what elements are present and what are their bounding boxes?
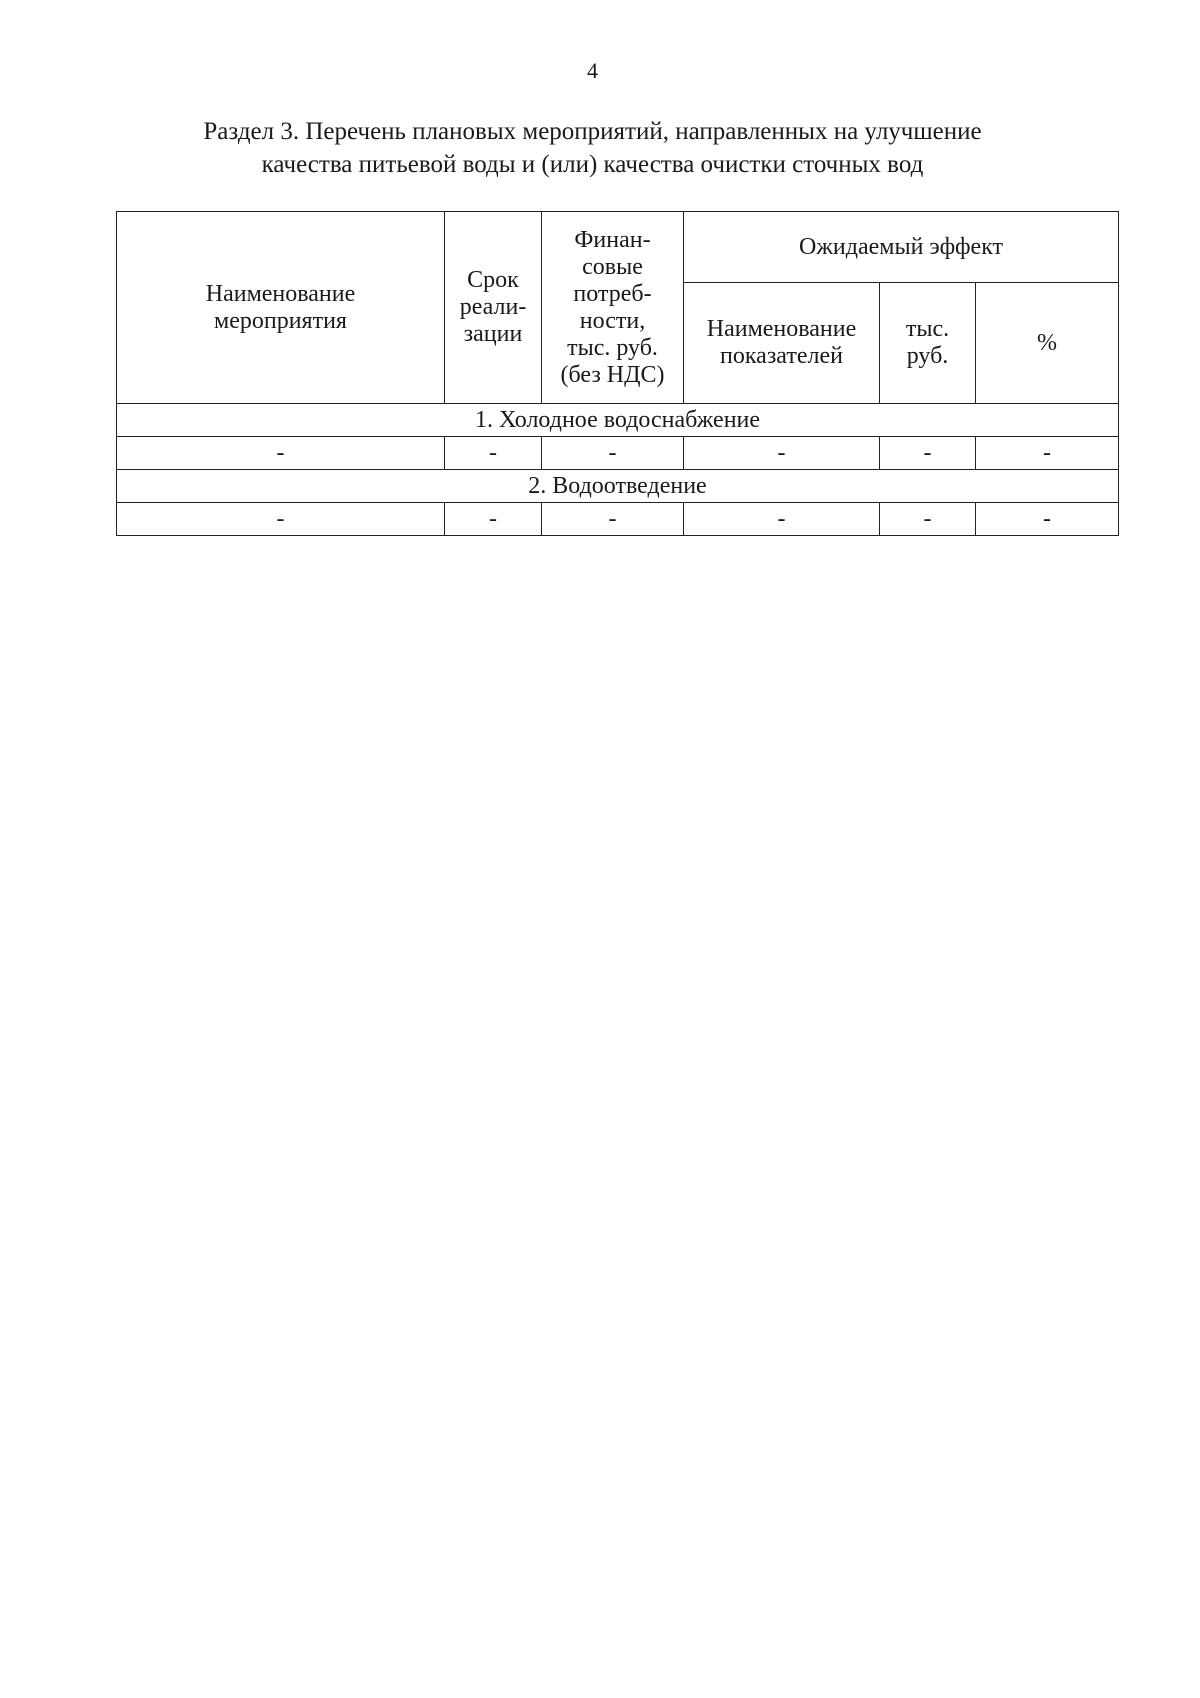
header-indicator-name: Наименование показателей [684,283,880,404]
section-wastewater: 2. Водоотведение [117,470,1119,503]
section-cold-water: 1. Холодное водоснабжение [117,404,1119,437]
table-section-row [117,404,1119,437]
measures-table [116,211,1119,536]
table-cell: - [542,437,684,470]
section-title-line-2: качества питьевой воды и (или) качества очистки сточных вод [261,151,924,178]
section-title [0,115,1185,181]
header-measure-name: Наименование мероприятия [117,212,445,404]
table-cell: - [880,503,976,536]
header-expected-effect: Ожидаемый эффект [684,212,1119,283]
table-row [117,503,1119,536]
header-thousand-rub: тыс. руб. [880,283,976,404]
table-cell: - [117,503,445,536]
table-section-row [117,470,1119,503]
table-cell: - [445,503,542,536]
section-title-line-1: Раздел 3. Перечень плановых мероприятий, направленных на улучшение [203,118,982,145]
page-number: 4 [587,58,598,83]
table-cell: - [976,437,1119,470]
table-row [117,437,1119,470]
header-term: Срок реали- зации [445,212,542,404]
table-cell: - [684,503,880,536]
table-header-row [117,212,1119,283]
table-cell: - [880,437,976,470]
table-cell: - [117,437,445,470]
table-cell: - [445,437,542,470]
table-cell: - [684,437,880,470]
table-cell: - [976,503,1119,536]
table-cell: - [542,503,684,536]
header-finance: Финан- совые потреб- ности, тыс. руб. (без НДС) [542,212,684,404]
header-percent: % [976,283,1119,404]
